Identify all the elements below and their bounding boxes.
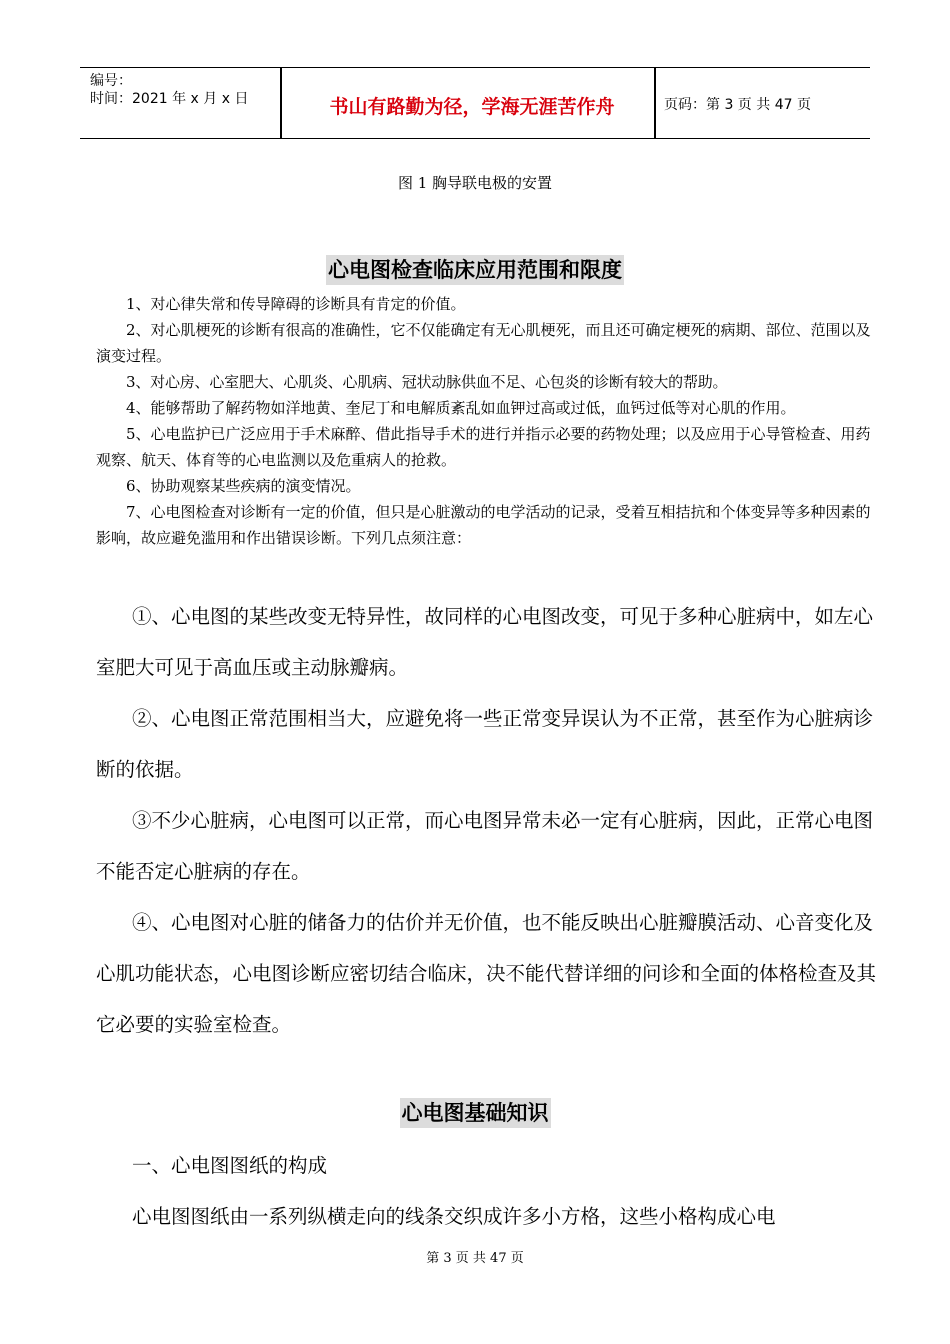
page-number-label: 页码：第 3 页 共 47 页 xyxy=(664,97,811,113)
list-item: 3、对心房、心室肥大、心肌炎、心肌病、冠状动脉供血不足、心包炎的诊断有较大的帮助。 xyxy=(126,373,728,391)
list-item: 5、心电监护已广泛应用于手术麻醉、借此指导手术的进行并指示必要的药物处理；以及应用于心导管检查、用药观察、航天、体育等的心电监测以及危重病人的抢救。 xyxy=(96,425,871,469)
note-paragraph: ③不少心脏病，心电图可以正常，而心电图异常未必一定有心脏病，因此，正常心电图不能否定心脏病的存在。 xyxy=(96,809,874,883)
note-paragraph: ②、心电图正常范围相当大，应避免将一些正常变异误认为不正常，甚至作为心脏病诊断的依据。 xyxy=(96,707,874,781)
header-motto: 书山有路勤为径，学海无涯苦作舟 xyxy=(329,96,615,118)
application-list xyxy=(96,291,884,551)
section-title xyxy=(0,255,950,285)
section-title-text: 心电图检查临床应用范围和限度 xyxy=(326,255,624,285)
note-paragraph: ①、心电图的某些改变无特异性，故同样的心电图改变，可见于多种心脏病中，如左心室肥大可见于高血压或主动脉瓣病。 xyxy=(96,605,874,679)
figure-caption: 图 1 胸导联电极的安置 xyxy=(397,174,553,192)
notes-list xyxy=(96,591,884,1050)
header-divider xyxy=(654,68,656,138)
list-item: 1、对心律失常和传导障碍的诊断具有肯定的价值。 xyxy=(126,295,466,313)
section-title-text: 心电图基础知识 xyxy=(400,1098,551,1128)
page-footer: 第 3 页 共 47 页 xyxy=(426,1251,524,1266)
list-item: 7、心电图检查对诊断有一定的价值，但只是心脏激动的电学活动的记录，受着互相拮抗和个体变异等多种因素的影响，故应避免滥用和作出错误诊断。下列几点须注意： xyxy=(96,503,871,547)
date-label: 时间：2021 年 x 月 x 日 xyxy=(90,91,249,107)
basics-section xyxy=(96,1140,884,1242)
serial-number-label: 编号： xyxy=(90,73,132,89)
list-item: 4、能够帮助了解药物如洋地黄、奎尼丁和电解质紊乱如血钾过高或过低，血钙过低等对心肌的作用。 xyxy=(126,399,796,417)
body-paragraph: 心电图图纸由一系列纵横走向的线条交织成许多小方格，这些小格构成心电 xyxy=(132,1205,776,1228)
note-paragraph: ④、心电图对心脏的储备力的估价并无价值，也不能反映出心脏瓣膜活动、心音变化及心肌功能状态，心电图诊断应密切结合临床，决不能代替详细的问诊和全面的体格检查及其它必要的实验室检查。 xyxy=(96,911,877,1036)
list-item: 6、协助观察某些疾病的演变情况。 xyxy=(126,477,361,495)
section-title xyxy=(0,1098,950,1128)
subheading: 一、心电图图纸的构成 xyxy=(132,1154,328,1177)
list-item: 2、对心肌梗死的诊断有很高的准确性，它不仅能确定有无心肌梗死，而且还可确定梗死的病期、部位、范围以及演变过程。 xyxy=(96,321,871,365)
page-header xyxy=(80,67,870,139)
